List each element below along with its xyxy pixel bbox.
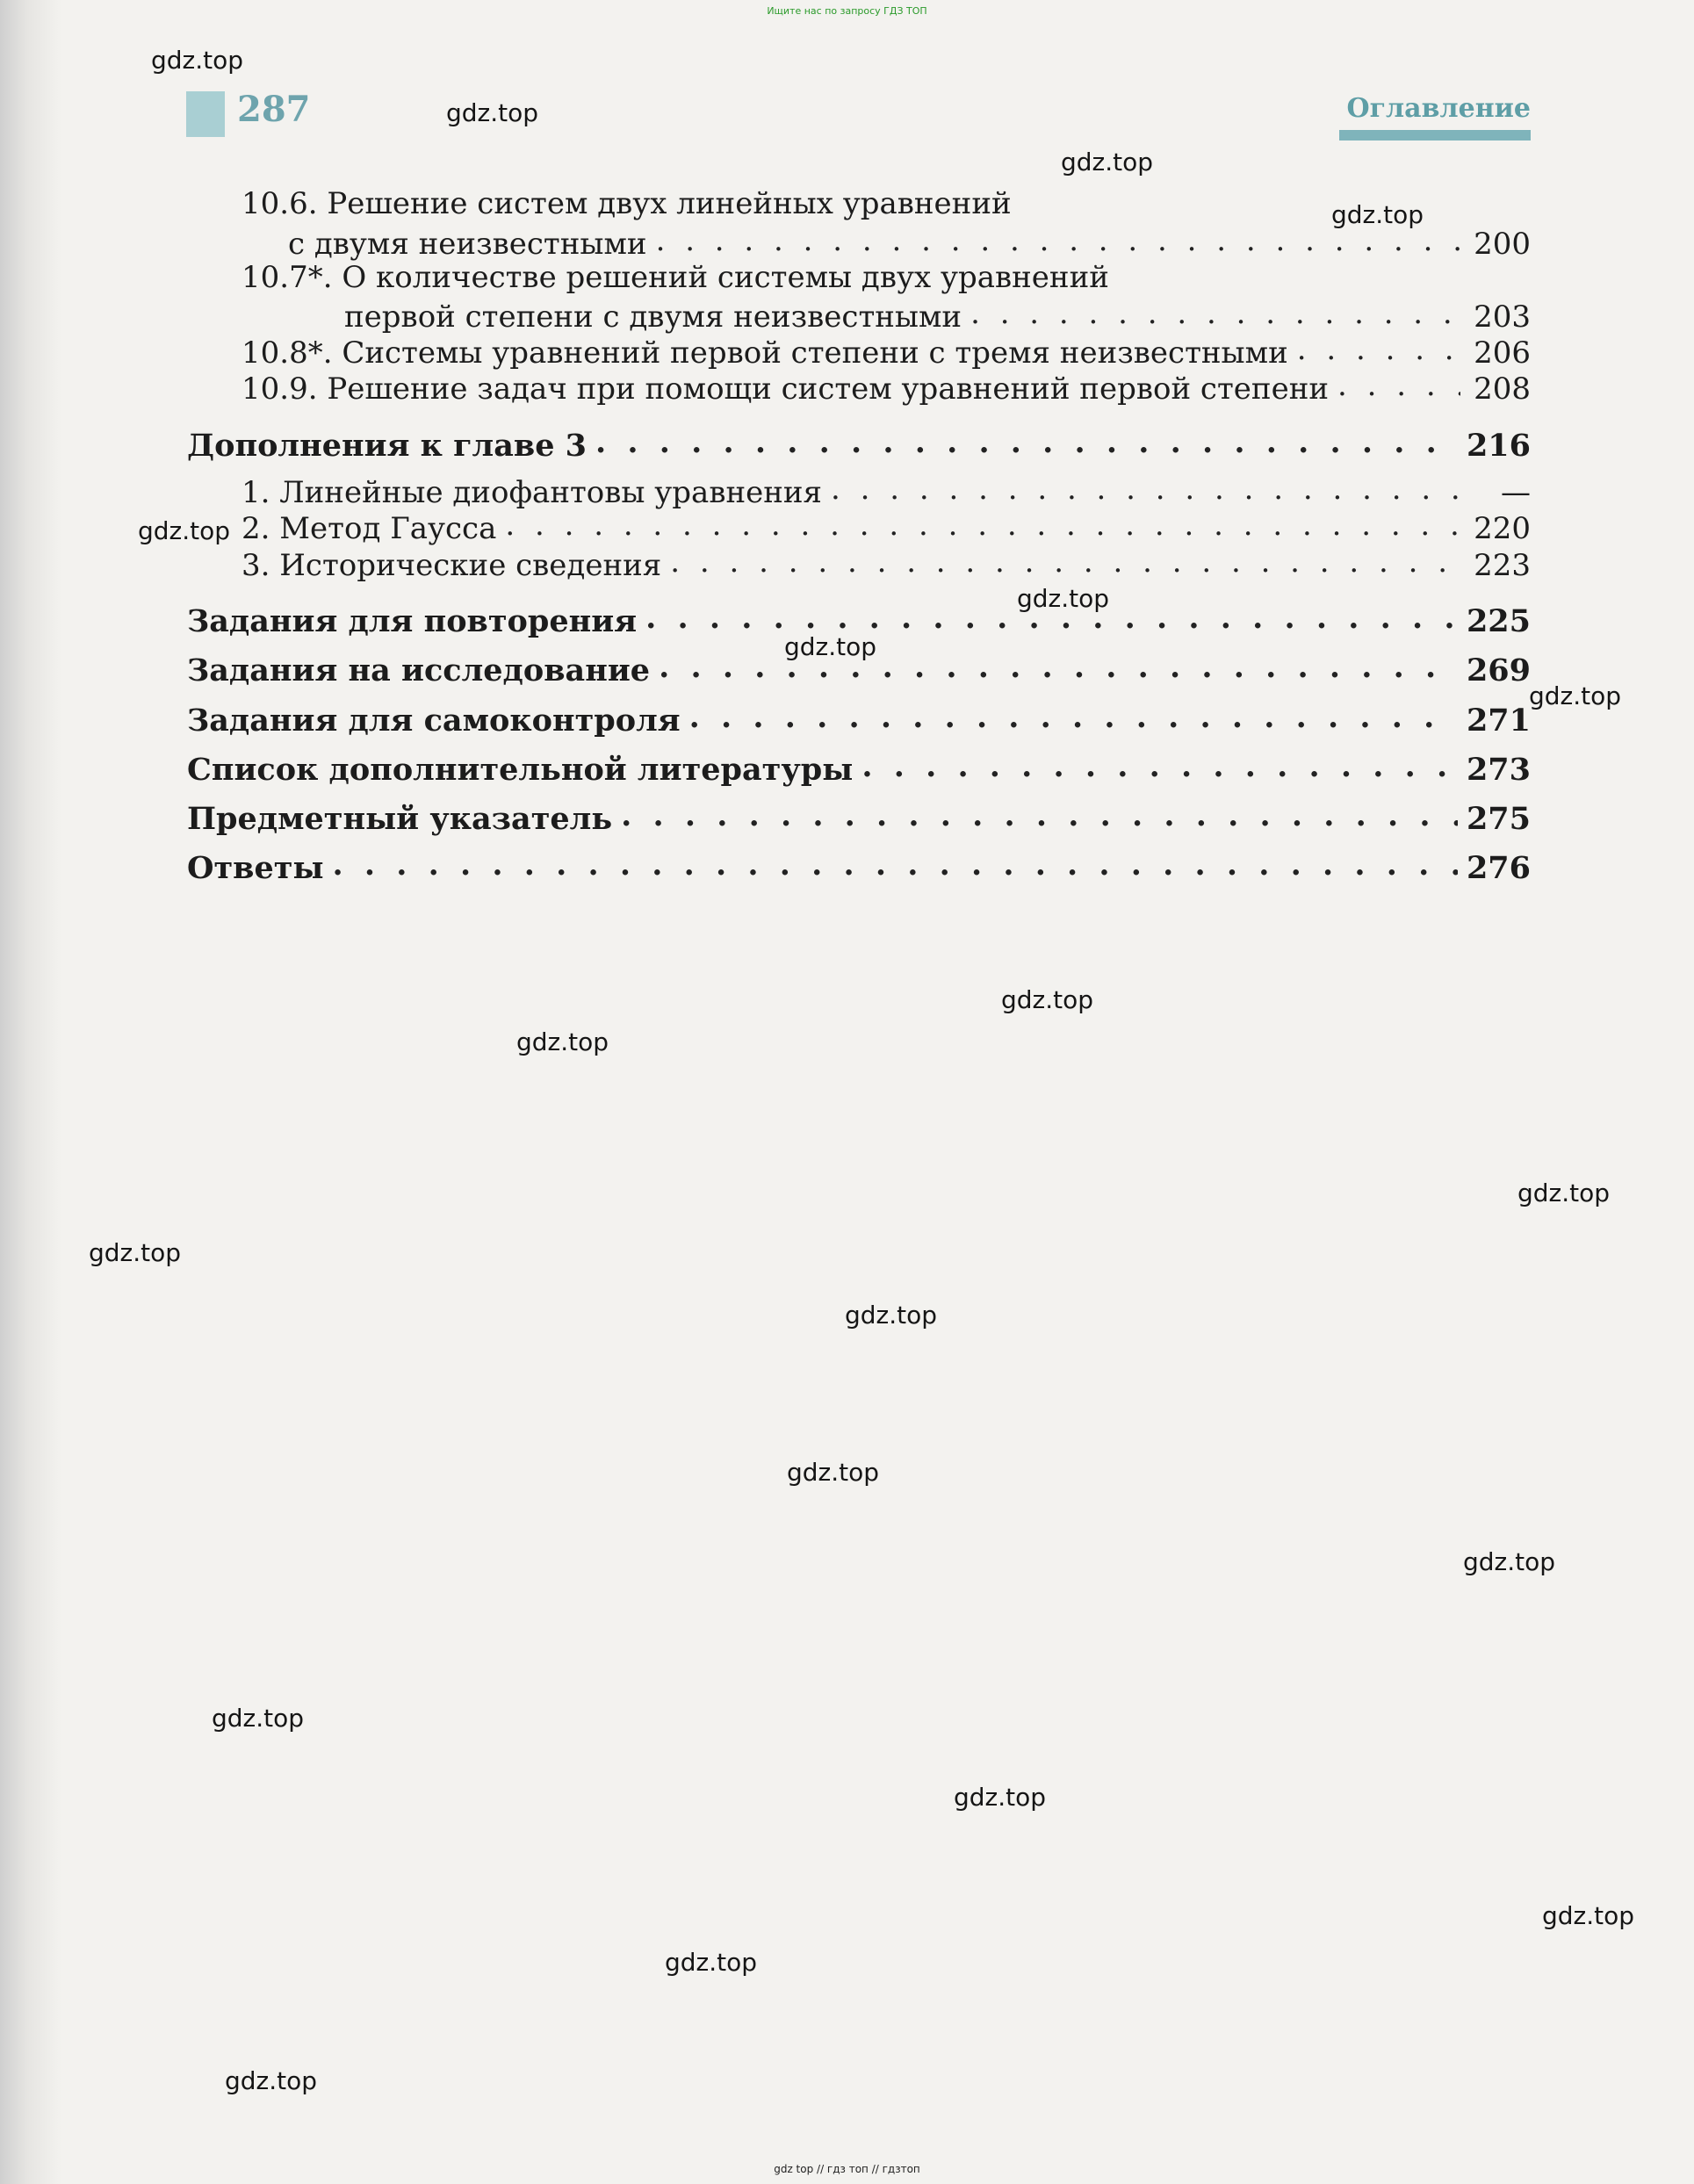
toc-entry-text: 2. Метод Гаусса <box>241 511 497 546</box>
watermark: gdz.top <box>1517 1178 1611 1207</box>
toc-entry-text: Ответы <box>187 850 324 886</box>
leader-dots <box>861 749 1458 784</box>
toc-entry-10-8[interactable] <box>241 332 1531 371</box>
watermark: gdz.top <box>954 1783 1047 1812</box>
toc-page-number: 216 <box>1466 428 1531 464</box>
toc-entry-text: Список дополнительной литературы <box>187 752 854 788</box>
toc-entry-sup3[interactable] <box>241 544 1531 583</box>
leader-dots <box>1297 332 1460 367</box>
leader-dots <box>621 798 1458 833</box>
toc-entry-text: 10.9. Решение задач при помощи систем уравнений первой степени <box>241 371 1330 407</box>
watermark: gdz.top <box>1017 584 1110 613</box>
toc-entry-text: Задания для самоконтроля <box>187 703 681 739</box>
watermark: gdz.top <box>665 1948 758 1977</box>
leader-dots <box>659 650 1458 685</box>
toc-page-number: 271 <box>1466 703 1531 739</box>
toc-page-number: 223 <box>1474 548 1531 583</box>
toc-entry-text: Задания для повторения <box>187 603 638 639</box>
watermark: gdz.top <box>138 516 231 545</box>
toc-entry-text: 3. Исторические сведения <box>241 548 662 583</box>
watermark: gdz.top <box>151 46 244 75</box>
leader-dots <box>831 472 1460 507</box>
toc-entry-index[interactable] <box>187 798 1531 837</box>
header-rule <box>1339 130 1531 141</box>
watermark: gdz.top <box>1542 1901 1635 1930</box>
toc-page-number: — <box>1501 475 1531 510</box>
leader-dots <box>689 700 1458 735</box>
toc-entry-literature[interactable] <box>187 749 1531 788</box>
toc-entry-sup2[interactable] <box>241 508 1531 546</box>
toc-entry-10-6-line1: 10.6. Решение систем двух линейных уравнений <box>241 186 1012 221</box>
watermark: gdz.top <box>516 1027 609 1056</box>
toc-page-number: 275 <box>1466 801 1531 837</box>
bottom-note: gdz top // гдз топ // гдзтоп <box>774 2163 920 2175</box>
toc-entry-text: Дополнения к главе 3 <box>187 428 587 464</box>
watermark: gdz.top <box>1529 681 1622 710</box>
toc-entry-text: Предметный указатель <box>187 801 613 837</box>
toc-page-number: 269 <box>1466 652 1531 688</box>
leader-dots <box>505 508 1460 543</box>
top-note: Ищите нас по запросу ГДЗ ТОП <box>767 5 927 17</box>
section-title: Оглавление <box>1346 93 1531 124</box>
leader-dots <box>670 544 1460 580</box>
toc-entry-text: с двумя неизвестными <box>288 227 647 262</box>
toc-page-number: 276 <box>1466 850 1531 886</box>
toc-entry-answers[interactable] <box>187 847 1531 886</box>
toc-page-number: 206 <box>1474 335 1531 371</box>
toc-entry-supplements[interactable] <box>187 425 1531 464</box>
toc-entry-10-7-line1: 10.7*. О количестве решений системы двух уравнений <box>241 260 1109 295</box>
toc-entry-10-9[interactable] <box>241 368 1531 407</box>
toc-page-number: 220 <box>1474 511 1531 546</box>
watermark: gdz.top <box>89 1238 182 1267</box>
toc-page-number: 208 <box>1474 371 1531 407</box>
watermark: gdz.top <box>1061 148 1154 177</box>
watermark: gdz.top <box>845 1301 938 1330</box>
toc-page-number: 225 <box>1466 603 1531 639</box>
toc-page-number: 203 <box>1474 299 1531 335</box>
toc-entry-10-7[interactable] <box>344 296 1531 335</box>
toc-page-number: 273 <box>1466 752 1531 788</box>
watermark: gdz.top <box>787 1458 880 1487</box>
toc-entry-text: 10.8*. Системы уравнений первой степени с тремя неизвестными <box>241 335 1288 371</box>
toc-entry-text: 1. Линейные диофантовы уравнения <box>241 475 823 510</box>
watermark: gdz.top <box>1001 985 1094 1014</box>
watermark: gdz.top <box>212 1704 305 1733</box>
page-number: 287 <box>237 89 311 130</box>
watermark: gdz.top <box>784 632 877 661</box>
leader-dots <box>1337 368 1460 403</box>
watermark: gdz.top <box>1331 200 1424 229</box>
watermark: gdz.top <box>225 2066 318 2095</box>
toc-entry-text: Задания на исследование <box>187 652 651 688</box>
leader-dots <box>595 425 1458 460</box>
binding-shadow <box>0 0 61 2184</box>
toc-entry-selfcheck[interactable] <box>187 700 1531 739</box>
toc-entry-sup1[interactable] <box>241 472 1531 510</box>
toc-entry-text: первой степени с двумя неизвестными <box>344 299 962 335</box>
leader-dots <box>970 296 1460 331</box>
toc-page-number: 200 <box>1474 227 1531 262</box>
page-number-marker <box>186 91 225 137</box>
watermark: gdz.top <box>446 98 539 127</box>
leader-dots <box>333 847 1458 883</box>
watermark: gdz.top <box>1463 1547 1556 1576</box>
